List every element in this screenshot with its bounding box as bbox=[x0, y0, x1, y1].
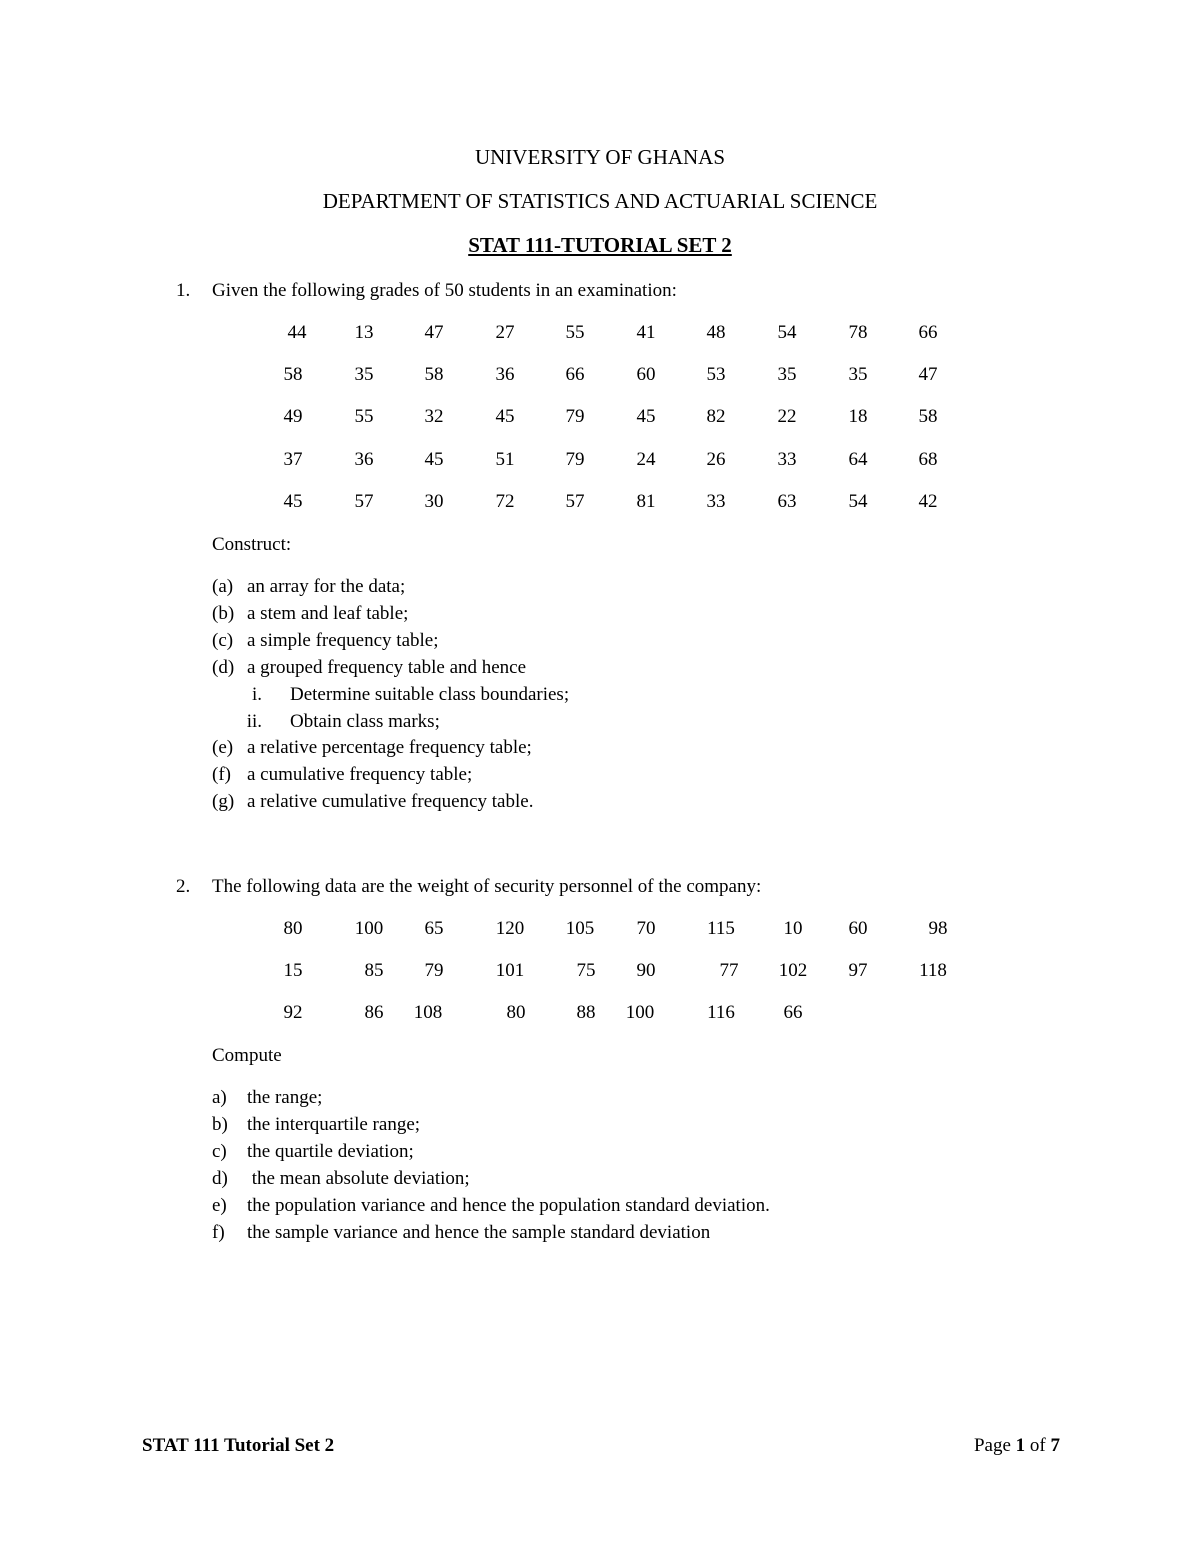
q2-data-cell: 70 bbox=[636, 918, 656, 939]
q1-data-cell: 82 bbox=[706, 406, 726, 427]
q1-data-row bbox=[0, 322, 1200, 348]
q1-data-cell: 36 bbox=[495, 364, 515, 385]
q1-data-row bbox=[0, 364, 1200, 390]
list-item-marker: (d) bbox=[212, 657, 235, 678]
university-title: UNIVERSITY OF GHANAS bbox=[474, 145, 726, 169]
q2-data-cell: 88 bbox=[576, 1002, 596, 1023]
q2-prompt: The following data are the weight of security personnel of the company: bbox=[212, 876, 762, 897]
q2-data-cell: 65 bbox=[424, 918, 444, 939]
q2-data-cell: 102 bbox=[778, 960, 808, 981]
q1-data-cell: 54 bbox=[777, 322, 797, 343]
list-item-marker: b) bbox=[212, 1114, 228, 1135]
q2-data-cell: 115 bbox=[707, 918, 735, 939]
list-item-text: an array for the data; bbox=[247, 576, 406, 597]
q1-data-cell: 35 bbox=[354, 364, 374, 385]
list-item-text: a relative percentage frequency table; bbox=[247, 737, 532, 758]
q1-data-cell: 55 bbox=[354, 406, 374, 427]
q2-data-cell: 60 bbox=[848, 918, 868, 939]
q1-data-cell: 48 bbox=[706, 322, 726, 343]
q1-data-cell: 33 bbox=[706, 491, 726, 512]
q1-data-cell: 45 bbox=[424, 449, 444, 470]
q1-data-cell: 33 bbox=[777, 449, 797, 470]
q1-data-cell: 63 bbox=[777, 491, 797, 512]
q1-data-cell: 81 bbox=[636, 491, 656, 512]
q2-data-cell: 80 bbox=[283, 918, 303, 939]
q2-compute-label: Compute bbox=[212, 1045, 282, 1066]
q2-data-cell: 77 bbox=[719, 960, 739, 981]
q1-data-cell: 49 bbox=[283, 406, 303, 427]
q1-data-row bbox=[0, 406, 1200, 432]
q1-data-cell: 35 bbox=[848, 364, 868, 385]
q1-data-cell: 42 bbox=[918, 491, 938, 512]
q1-data-cell: 30 bbox=[424, 491, 444, 512]
q2-data-cell: 92 bbox=[283, 1002, 303, 1023]
list-item-text: a relative cumulative frequency table. bbox=[247, 791, 534, 812]
q1-data-row bbox=[0, 449, 1200, 475]
q1-data-cell: 47 bbox=[918, 364, 938, 385]
q1-data-cell: 72 bbox=[495, 491, 515, 512]
department-title: DEPARTMENT OF STATISTICS AND ACTUARIAL SCIENCE bbox=[322, 189, 878, 213]
of-word: of bbox=[1029, 1435, 1046, 1456]
q1-data-cell: 22 bbox=[777, 406, 797, 427]
list-item-text: a grouped frequency table and hence bbox=[247, 657, 527, 678]
q1-data-cell: 18 bbox=[848, 406, 868, 427]
q1-prompt: Given the following grades of 50 students in an examination: bbox=[212, 280, 677, 301]
q1-data-cell: 58 bbox=[424, 364, 444, 385]
q1-data-cell: 27 bbox=[495, 322, 515, 343]
page-current: 1 bbox=[1015, 1435, 1026, 1456]
q1-data-row bbox=[0, 491, 1200, 517]
list-item-marker: a) bbox=[212, 1087, 227, 1108]
list-item-text: the quartile deviation; bbox=[247, 1141, 414, 1162]
q2-data-cell: 100 bbox=[625, 1002, 655, 1023]
q1-data-cell: 32 bbox=[424, 406, 444, 427]
list-item-text: a cumulative frequency table; bbox=[247, 764, 473, 785]
q1-data-cell: 64 bbox=[848, 449, 868, 470]
page-number bbox=[974, 1435, 1060, 1457]
page-total: 7 bbox=[1050, 1435, 1060, 1456]
q1-data-cell: 26 bbox=[706, 449, 726, 470]
q2-data-cell: 101 bbox=[495, 960, 525, 981]
list-item-marker: (e) bbox=[212, 737, 234, 758]
q2-data-cell: 100 bbox=[354, 918, 384, 939]
q1-data-cell: 36 bbox=[354, 449, 374, 470]
q2-data-cell: 10 bbox=[783, 918, 803, 939]
q2-data-row bbox=[0, 918, 1200, 944]
q2-data-cell: 85 bbox=[364, 960, 384, 981]
q2-data-cell: 80 bbox=[506, 1002, 526, 1023]
tutorial-title: STAT 111-TUTORIAL SET 2 bbox=[468, 233, 732, 257]
q1-data-cell: 53 bbox=[706, 364, 726, 385]
list-item-marker: (a) bbox=[212, 576, 234, 597]
sub-list-item-marker: i. bbox=[251, 684, 262, 705]
q1-number: 1. bbox=[176, 280, 191, 301]
q2-data-cell: 98 bbox=[928, 918, 948, 939]
list-item-text: a stem and leaf table; bbox=[247, 603, 409, 624]
q2-data-cell: 120 bbox=[495, 918, 525, 939]
q1-data-cell: 41 bbox=[636, 322, 656, 343]
q1-data-cell: 58 bbox=[918, 406, 938, 427]
q1-data-cell: 79 bbox=[565, 406, 585, 427]
q1-data-cell: 66 bbox=[918, 322, 938, 343]
q1-data-cell: 45 bbox=[283, 491, 303, 512]
list-item-text: the interquartile range; bbox=[247, 1114, 421, 1135]
q1-data-cell: 51 bbox=[495, 449, 515, 470]
list-item-marker: e) bbox=[212, 1195, 227, 1216]
q1-data-cell: 68 bbox=[918, 449, 938, 470]
q1-data-cell: 37 bbox=[283, 449, 303, 470]
q1-data-cell: 45 bbox=[495, 406, 515, 427]
q2-data-cell: 86 bbox=[364, 1002, 384, 1023]
q1-data-cell: 47 bbox=[424, 322, 444, 343]
q2-data-cell: 15 bbox=[283, 960, 303, 981]
page-word: Page bbox=[973, 1435, 1011, 1456]
sub-list-item-text: Obtain class marks; bbox=[290, 711, 440, 732]
q2-data-cell: 108 bbox=[413, 1002, 443, 1023]
list-item-marker: c) bbox=[212, 1141, 227, 1162]
q1-data-cell: 57 bbox=[354, 491, 374, 512]
q1-data-cell: 13 bbox=[354, 322, 374, 343]
q2-data-cell: 75 bbox=[576, 960, 596, 981]
list-item-marker: f) bbox=[212, 1222, 225, 1243]
q2-data-cell: 116 bbox=[707, 1002, 735, 1023]
q2-data-cell: 66 bbox=[783, 1002, 803, 1023]
list-item-marker: (c) bbox=[212, 630, 234, 651]
q1-data-cell: 57 bbox=[565, 491, 585, 512]
list-item-marker: (f) bbox=[212, 764, 231, 785]
q1-data-cell: 54 bbox=[848, 491, 868, 512]
list-item-marker: (b) bbox=[212, 603, 235, 624]
list-item-marker: (g) bbox=[212, 791, 235, 812]
q1-data-cell: 66 bbox=[565, 364, 585, 385]
sub-list-item-text: Determine suitable class boundaries; bbox=[290, 684, 570, 705]
q2-data-cell: 105 bbox=[565, 918, 595, 939]
list-item-text: the sample variance and hence the sample standard deviation bbox=[247, 1222, 711, 1243]
q2-data-cell: 118 bbox=[919, 960, 947, 981]
q1-construct-label: Construct: bbox=[212, 534, 292, 555]
list-item-text: a simple frequency table; bbox=[247, 630, 439, 651]
q1-data-cell: 79 bbox=[565, 449, 585, 470]
q2-data-cell: 79 bbox=[424, 960, 444, 981]
q1-data-cell: 44 bbox=[287, 322, 307, 343]
q1-data-cell: 55 bbox=[565, 322, 585, 343]
q2-number: 2. bbox=[176, 876, 191, 897]
q2-data-row bbox=[0, 1002, 1200, 1028]
list-item-text: the population variance and hence the population standard deviation. bbox=[247, 1195, 770, 1216]
q1-data-cell: 78 bbox=[848, 322, 868, 343]
q1-data-cell: 35 bbox=[777, 364, 797, 385]
q2-data-cell: 90 bbox=[636, 960, 656, 981]
list-item-text: the range; bbox=[247, 1087, 323, 1108]
footer-course-label: STAT 111 Tutorial Set 2 bbox=[142, 1435, 335, 1456]
list-item-marker: d) bbox=[212, 1168, 228, 1189]
q1-data-cell: 58 bbox=[283, 364, 303, 385]
q2-data-cell: 97 bbox=[848, 960, 868, 981]
q1-data-cell: 45 bbox=[636, 406, 656, 427]
q1-data-cell: 60 bbox=[636, 364, 656, 385]
q1-data-cell: 24 bbox=[636, 449, 656, 470]
list-item-text: the mean absolute deviation; bbox=[247, 1168, 470, 1189]
sub-list-item-marker: ii. bbox=[246, 711, 262, 732]
q2-data-row bbox=[0, 960, 1200, 986]
